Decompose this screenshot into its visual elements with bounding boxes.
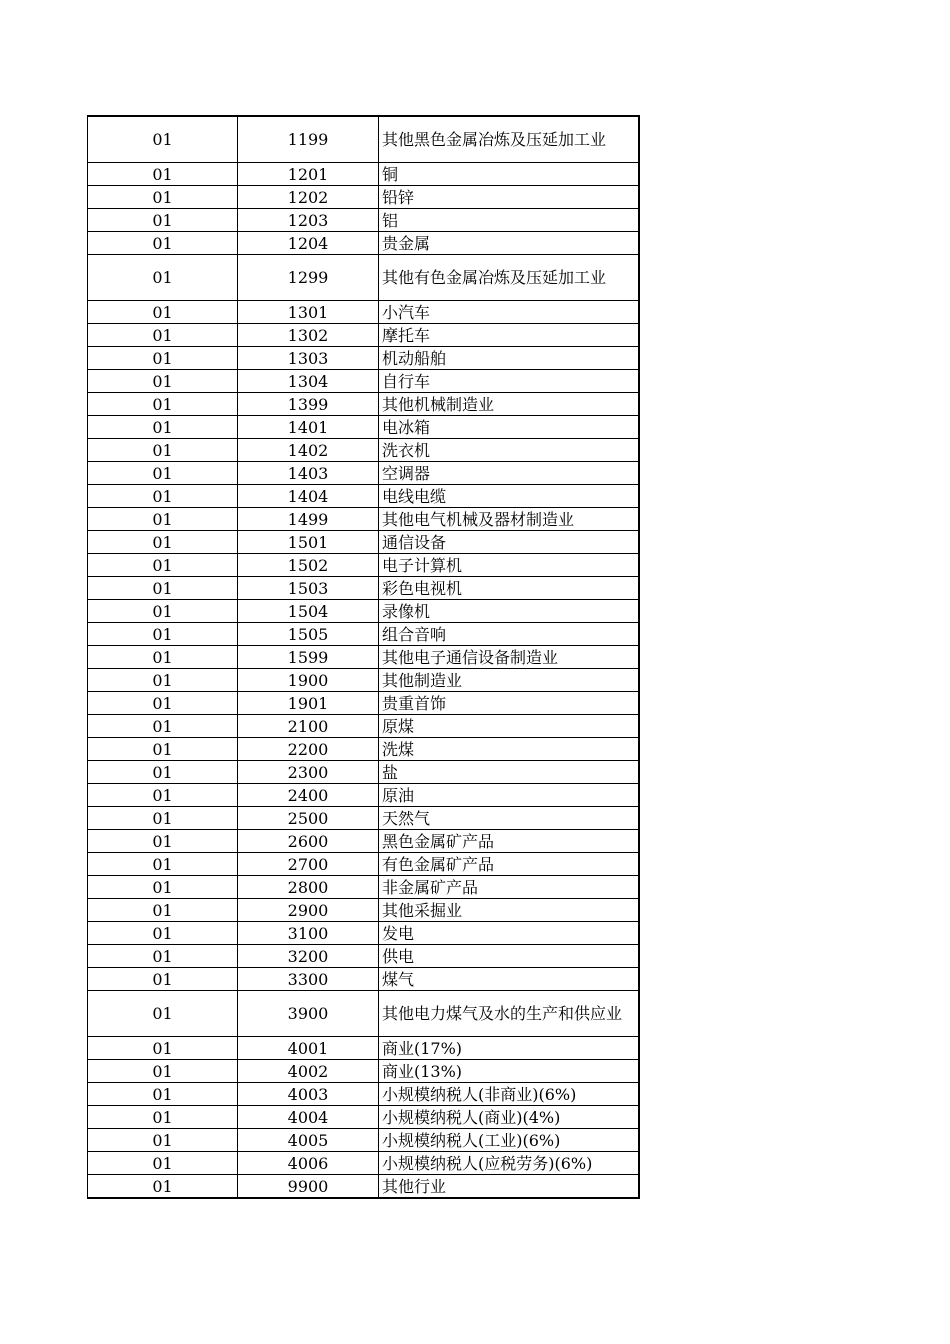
industry-name-cell: 电子计算机 bbox=[379, 554, 640, 577]
industry-name-cell: 商业(13%) bbox=[379, 1060, 640, 1083]
table-row bbox=[88, 784, 640, 807]
category-code-cell: 01 bbox=[88, 439, 238, 462]
category-code-cell: 01 bbox=[88, 1083, 238, 1106]
industry-name-cell: 其他有色金属冶炼及压延加工业 bbox=[379, 255, 640, 301]
category-code-cell: 01 bbox=[88, 715, 238, 738]
category-code-cell: 01 bbox=[88, 1106, 238, 1129]
category-code-cell: 01 bbox=[88, 600, 238, 623]
table-row bbox=[88, 830, 640, 853]
table-row bbox=[88, 853, 640, 876]
industry-number-cell: 1202 bbox=[238, 186, 379, 209]
industry-name-cell: 黑色金属矿产品 bbox=[379, 830, 640, 853]
industry-name-cell: 空调器 bbox=[379, 462, 640, 485]
table-row bbox=[88, 554, 640, 577]
category-code-cell: 01 bbox=[88, 370, 238, 393]
category-code-cell: 01 bbox=[88, 347, 238, 370]
industry-number-cell: 1504 bbox=[238, 600, 379, 623]
industry-name-cell: 其他机械制造业 bbox=[379, 393, 640, 416]
table-row bbox=[88, 1083, 640, 1106]
category-code-cell: 01 bbox=[88, 853, 238, 876]
table-row bbox=[88, 968, 640, 991]
category-code-cell: 01 bbox=[88, 255, 238, 301]
table-row bbox=[88, 899, 640, 922]
industry-number-cell: 2800 bbox=[238, 876, 379, 899]
industry-name-cell: 商业(17%) bbox=[379, 1037, 640, 1060]
category-code-cell: 01 bbox=[88, 301, 238, 324]
industry-number-cell: 2300 bbox=[238, 761, 379, 784]
category-code-cell: 01 bbox=[88, 393, 238, 416]
table-row bbox=[88, 945, 640, 968]
table-row bbox=[88, 370, 640, 393]
industry-number-cell: 1505 bbox=[238, 623, 379, 646]
industry-name-cell: 铜 bbox=[379, 163, 640, 186]
industry-number-cell: 2700 bbox=[238, 853, 379, 876]
industry-name-cell: 其他制造业 bbox=[379, 669, 640, 692]
industry-number-cell: 1900 bbox=[238, 669, 379, 692]
table-row bbox=[88, 922, 640, 945]
industry-number-cell: 2200 bbox=[238, 738, 379, 761]
industry-name-cell: 铅锌 bbox=[379, 186, 640, 209]
industry-number-cell: 2400 bbox=[238, 784, 379, 807]
category-code-cell: 01 bbox=[88, 232, 238, 255]
industry-name-cell: 洗衣机 bbox=[379, 439, 640, 462]
category-code-cell: 01 bbox=[88, 692, 238, 715]
industry-number-cell: 2900 bbox=[238, 899, 379, 922]
industry-number-cell: 1503 bbox=[238, 577, 379, 600]
category-code-cell: 01 bbox=[88, 922, 238, 945]
industry-number-cell: 9900 bbox=[238, 1175, 379, 1199]
category-code-cell: 01 bbox=[88, 577, 238, 600]
table-row bbox=[88, 324, 640, 347]
table-row bbox=[88, 186, 640, 209]
table-row bbox=[88, 301, 640, 324]
industry-number-cell: 1901 bbox=[238, 692, 379, 715]
table-row bbox=[88, 991, 640, 1037]
category-code-cell: 01 bbox=[88, 899, 238, 922]
industry-name-cell: 其他电气机械及器材制造业 bbox=[379, 508, 640, 531]
category-code-cell: 01 bbox=[88, 116, 238, 163]
industry-number-cell: 1204 bbox=[238, 232, 379, 255]
industry-name-cell: 小规模纳税人(应税劳务)(6%) bbox=[379, 1152, 640, 1175]
industry-number-cell: 3900 bbox=[238, 991, 379, 1037]
industry-number-cell: 3200 bbox=[238, 945, 379, 968]
industry-name-cell: 组合音响 bbox=[379, 623, 640, 646]
table-row bbox=[88, 116, 640, 163]
industry-number-cell: 4006 bbox=[238, 1152, 379, 1175]
table-row bbox=[88, 232, 640, 255]
industry-number-cell: 1399 bbox=[238, 393, 379, 416]
industry-name-cell: 录像机 bbox=[379, 600, 640, 623]
category-code-cell: 01 bbox=[88, 784, 238, 807]
category-code-cell: 01 bbox=[88, 807, 238, 830]
industry-name-cell: 小规模纳税人(工业)(6%) bbox=[379, 1129, 640, 1152]
industry-number-cell: 4001 bbox=[238, 1037, 379, 1060]
category-code-cell: 01 bbox=[88, 945, 238, 968]
category-code-cell: 01 bbox=[88, 968, 238, 991]
industry-code-table bbox=[87, 115, 640, 1199]
industry-number-cell: 4002 bbox=[238, 1060, 379, 1083]
industry-number-cell: 4004 bbox=[238, 1106, 379, 1129]
category-code-cell: 01 bbox=[88, 462, 238, 485]
table-row bbox=[88, 1106, 640, 1129]
industry-name-cell: 铝 bbox=[379, 209, 640, 232]
industry-name-cell: 其他电子通信设备制造业 bbox=[379, 646, 640, 669]
category-code-cell: 01 bbox=[88, 876, 238, 899]
category-code-cell: 01 bbox=[88, 1060, 238, 1083]
table-row bbox=[88, 669, 640, 692]
category-code-cell: 01 bbox=[88, 623, 238, 646]
category-code-cell: 01 bbox=[88, 1175, 238, 1199]
category-code-cell: 01 bbox=[88, 738, 238, 761]
category-code-cell: 01 bbox=[88, 508, 238, 531]
category-code-cell: 01 bbox=[88, 830, 238, 853]
industry-name-cell: 机动船舶 bbox=[379, 347, 640, 370]
category-code-cell: 01 bbox=[88, 669, 238, 692]
industry-name-cell: 发电 bbox=[379, 922, 640, 945]
table-row bbox=[88, 462, 640, 485]
industry-number-cell: 1203 bbox=[238, 209, 379, 232]
category-code-cell: 01 bbox=[88, 646, 238, 669]
industry-name-cell: 有色金属矿产品 bbox=[379, 853, 640, 876]
table-row bbox=[88, 600, 640, 623]
table-row bbox=[88, 1060, 640, 1083]
industry-name-cell: 洗煤 bbox=[379, 738, 640, 761]
industry-number-cell: 1403 bbox=[238, 462, 379, 485]
industry-name-cell: 煤气 bbox=[379, 968, 640, 991]
industry-name-cell: 天然气 bbox=[379, 807, 640, 830]
industry-number-cell: 2100 bbox=[238, 715, 379, 738]
industry-name-cell: 贵重首饰 bbox=[379, 692, 640, 715]
table-body bbox=[88, 116, 640, 1198]
table-row bbox=[88, 1152, 640, 1175]
table-row bbox=[88, 255, 640, 301]
category-code-cell: 01 bbox=[88, 531, 238, 554]
industry-name-cell: 小规模纳税人(非商业)(6%) bbox=[379, 1083, 640, 1106]
industry-name-cell: 其他黑色金属冶炼及压延加工业 bbox=[379, 116, 640, 163]
industry-name-cell: 小规模纳税人(商业)(4%) bbox=[379, 1106, 640, 1129]
table-row bbox=[88, 347, 640, 370]
table-row bbox=[88, 531, 640, 554]
table-row bbox=[88, 807, 640, 830]
category-code-cell: 01 bbox=[88, 1152, 238, 1175]
table-row bbox=[88, 761, 640, 784]
industry-number-cell: 1303 bbox=[238, 347, 379, 370]
industry-number-cell: 1402 bbox=[238, 439, 379, 462]
table-row bbox=[88, 508, 640, 531]
industry-name-cell: 彩色电视机 bbox=[379, 577, 640, 600]
category-code-cell: 01 bbox=[88, 163, 238, 186]
industry-number-cell: 1301 bbox=[238, 301, 379, 324]
industry-number-cell: 1499 bbox=[238, 508, 379, 531]
industry-number-cell: 4003 bbox=[238, 1083, 379, 1106]
industry-name-cell: 原油 bbox=[379, 784, 640, 807]
table-row bbox=[88, 416, 640, 439]
industry-name-cell: 盐 bbox=[379, 761, 640, 784]
table-row bbox=[88, 692, 640, 715]
table-row bbox=[88, 1037, 640, 1060]
industry-name-cell: 其他行业 bbox=[379, 1175, 640, 1199]
category-code-cell: 01 bbox=[88, 991, 238, 1037]
category-code-cell: 01 bbox=[88, 1037, 238, 1060]
industry-number-cell: 3100 bbox=[238, 922, 379, 945]
industry-number-cell: 1199 bbox=[238, 116, 379, 163]
table-row bbox=[88, 715, 640, 738]
category-code-cell: 01 bbox=[88, 554, 238, 577]
industry-name-cell: 其他电力煤气及水的生产和供应业 bbox=[379, 991, 640, 1037]
industry-number-cell: 3300 bbox=[238, 968, 379, 991]
table-row bbox=[88, 163, 640, 186]
industry-number-cell: 1599 bbox=[238, 646, 379, 669]
table-row bbox=[88, 439, 640, 462]
industry-number-cell: 1404 bbox=[238, 485, 379, 508]
industry-name-cell: 小汽车 bbox=[379, 301, 640, 324]
category-code-cell: 01 bbox=[88, 324, 238, 347]
table-row bbox=[88, 1175, 640, 1199]
industry-name-cell: 电冰箱 bbox=[379, 416, 640, 439]
table-row bbox=[88, 646, 640, 669]
table-row bbox=[88, 485, 640, 508]
industry-name-cell: 贵金属 bbox=[379, 232, 640, 255]
industry-name-cell: 其他采掘业 bbox=[379, 899, 640, 922]
industry-number-cell: 4005 bbox=[238, 1129, 379, 1152]
category-code-cell: 01 bbox=[88, 209, 238, 232]
category-code-cell: 01 bbox=[88, 186, 238, 209]
industry-name-cell: 通信设备 bbox=[379, 531, 640, 554]
industry-number-cell: 1299 bbox=[238, 255, 379, 301]
table-row bbox=[88, 1129, 640, 1152]
table-row bbox=[88, 623, 640, 646]
industry-number-cell: 1304 bbox=[238, 370, 379, 393]
industry-name-cell: 摩托车 bbox=[379, 324, 640, 347]
industry-number-cell: 1302 bbox=[238, 324, 379, 347]
industry-number-cell: 2500 bbox=[238, 807, 379, 830]
industry-number-cell: 1201 bbox=[238, 163, 379, 186]
table-row bbox=[88, 577, 640, 600]
category-code-cell: 01 bbox=[88, 1129, 238, 1152]
table-row bbox=[88, 738, 640, 761]
industry-name-cell: 自行车 bbox=[379, 370, 640, 393]
industry-number-cell: 2600 bbox=[238, 830, 379, 853]
industry-number-cell: 1502 bbox=[238, 554, 379, 577]
industry-name-cell: 电线电缆 bbox=[379, 485, 640, 508]
category-code-cell: 01 bbox=[88, 485, 238, 508]
category-code-cell: 01 bbox=[88, 416, 238, 439]
table-row bbox=[88, 209, 640, 232]
industry-name-cell: 非金属矿产品 bbox=[379, 876, 640, 899]
industry-number-cell: 1501 bbox=[238, 531, 379, 554]
category-code-cell: 01 bbox=[88, 761, 238, 784]
industry-name-cell: 原煤 bbox=[379, 715, 640, 738]
table-row bbox=[88, 876, 640, 899]
industry-number-cell: 1401 bbox=[238, 416, 379, 439]
industry-name-cell: 供电 bbox=[379, 945, 640, 968]
table-row bbox=[88, 393, 640, 416]
